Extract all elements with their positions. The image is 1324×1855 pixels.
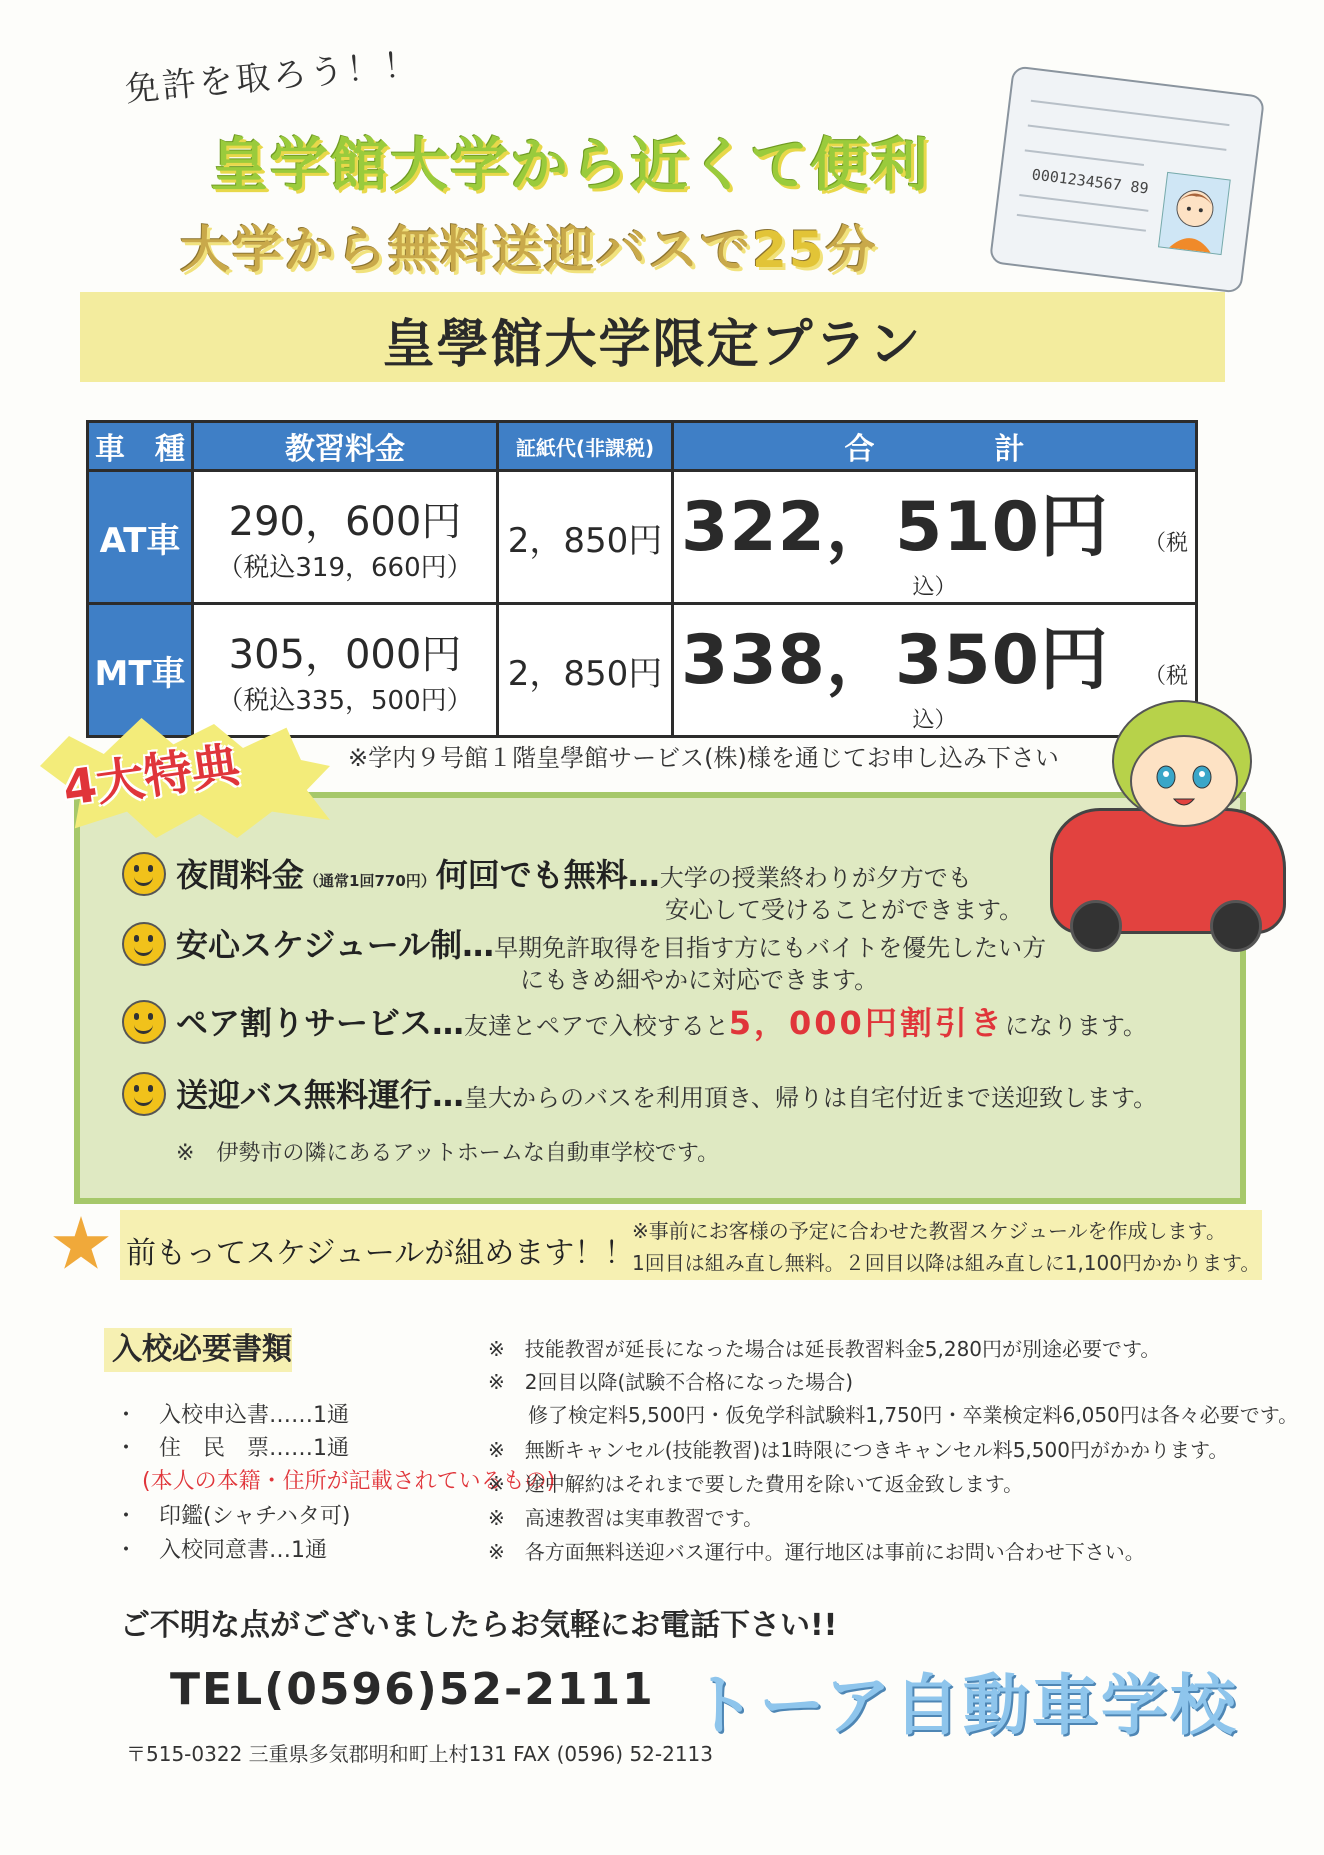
mascot-face: [1130, 735, 1238, 827]
benefit-desc: 友達とペアで入校すると: [464, 1012, 729, 1040]
four-benefits-badge: 4大特典: [59, 736, 244, 818]
stamp-fee: 2，850円: [498, 604, 673, 737]
address: 〒515-0322 三重県多気郡明和町上村131 FAX (0596) 52-2113: [126, 1742, 714, 1766]
smiley-icon: [122, 1000, 166, 1044]
header-total: 合 計: [673, 422, 1197, 471]
wheel-icon: [1210, 900, 1262, 952]
note-item: ※ 2回目以降(試験不合格になった場合): [488, 1370, 854, 1394]
note-item: ※ 技能教習が延長になった場合は延長教習料金5,280円が別途必要です。: [488, 1337, 1161, 1361]
wheel-icon: [1070, 900, 1122, 952]
tuition-fee: 305，000円: [228, 632, 462, 678]
headline2-prefix: 大学から無料送迎バスで: [180, 221, 752, 279]
smiley-icon: [122, 922, 166, 966]
total-cell: [673, 471, 1197, 604]
note-item: ※ 高速教習は実車教習です。: [488, 1506, 764, 1530]
note-item: 修了検定料5,500円・仮免学科試験料1,750円・卒業検定料6,050円は各々必要です。: [488, 1403, 1299, 1427]
discount-highlight: 5，000円割引き: [728, 1004, 1005, 1042]
schedule-note: ※事前にお客様の予定に合わせた教習スケジュールを作成します。: [632, 1219, 1226, 1243]
contact-question: ご不明な点がございましたらお気軽にお電話下さい!!: [120, 1608, 838, 1643]
benefit-paren: （通常1回770円）: [304, 872, 436, 890]
total-price: 322，510円: [681, 488, 1109, 567]
stamp-fee: 2，850円: [498, 471, 673, 604]
plan-title: 皇學館大学限定プラン: [382, 315, 923, 375]
benefit-title-2: 何回でも無料…: [435, 856, 660, 894]
apply-note: ※学内９号館１階皇學館サービス(株)様を通じてお申し込み下さい: [348, 744, 1059, 772]
document-item: ・ 印鑑(シャチハタ可): [115, 1504, 351, 1529]
tuition-fee: 290，600円: [228, 499, 462, 545]
license-card-number: 0001234567 89: [1030, 165, 1150, 198]
header-car-type: 車 種: [88, 422, 193, 471]
license-photo-icon: [1158, 172, 1231, 255]
benefit-title: ペア割りサービス…: [176, 1004, 465, 1042]
benefit-desc: 皇大からのバスを利用頂き、帰りは自宅付近まで送迎致します。: [464, 1084, 1158, 1112]
benefit-desc-after: になります。: [1004, 1012, 1147, 1040]
telephone: TEL(0596)52-2111: [170, 1664, 655, 1715]
header-stamp-fee: 証紙代(非課税): [498, 422, 673, 471]
headline2-minutes: 25: [752, 221, 826, 279]
total-cell: [673, 604, 1197, 737]
car-type-mt: MT車: [88, 604, 193, 737]
school-name: トーア自動車学校: [690, 1667, 1239, 1744]
document-item: ・ 入校同意書…1通: [115, 1538, 327, 1563]
header-tuition: 教習料金: [193, 422, 498, 471]
note-item: ※ 無断キャンセル(技能教習)は1時限につきキャンセル料5,500円がかかります。: [488, 1438, 1229, 1462]
note-item: ※ 途中解約はそれまで要した費用を除いて返金致します。: [488, 1472, 1024, 1496]
tuition-fee-tax: （税込335，500円）: [217, 686, 473, 716]
table-row: [88, 604, 1197, 737]
benefit-title: 送迎バス無料運行…: [176, 1076, 465, 1114]
benefit-desc: 大学の授業終わりが夕方でも: [659, 864, 972, 892]
tax-included-note: （税込）: [912, 664, 1188, 733]
tagline: 免許を取ろう！！: [123, 44, 422, 110]
headline-near-university: 皇学館大学から近くて便利: [210, 131, 931, 199]
benefit-title: 夜間料金: [176, 856, 305, 894]
smiley-icon: [122, 1072, 166, 1116]
tax-included-note: （税込）: [912, 531, 1188, 600]
benefit-desc-cont: 安心して受けることができます。: [665, 896, 1024, 924]
smiley-icon: [122, 852, 166, 896]
schedule-note: 1回目は組み直し無料。２回目以降は組み直しに1,100円かかります。: [632, 1251, 1261, 1275]
schedule-headline: 前もってスケジュールが組めます！！: [126, 1236, 635, 1271]
documents-title: 入校必要書類: [104, 1328, 292, 1372]
tuition-cell: [193, 604, 498, 737]
headline2-suffix: 分: [825, 221, 878, 279]
tuition-cell: [193, 471, 498, 604]
headline-free-bus: [180, 210, 878, 282]
benefit-title: 安心スケジュール制…: [176, 926, 495, 964]
document-item-note: (本人の本籍・住所が記載されているもの): [142, 1469, 556, 1494]
note-item: ※ 各方面無料送迎バス運行中。運行地区は事前にお問い合わせ下さい。: [488, 1540, 1145, 1564]
document-item: ・ 住 民 票……1通: [115, 1436, 349, 1461]
price-table: [86, 420, 1198, 738]
table-row: [88, 471, 1197, 604]
benefit-desc: 早期免許取得を目指す方にもバイトを優先したい方: [494, 934, 1047, 962]
license-card-illustration: [989, 65, 1265, 293]
benefits-footnote: ※ 伊勢市の隣にあるアットホームな自動車学校です。: [176, 1141, 720, 1166]
star-icon: [52, 1216, 110, 1274]
benefit-desc-cont: にもきめ細やかに対応できます。: [520, 966, 879, 994]
plan-banner: [80, 292, 1225, 382]
tuition-fee-tax: （税込319，660円）: [217, 553, 473, 583]
car-type-at: AT車: [88, 471, 193, 604]
document-item: ・ 入校申込書……1通: [115, 1403, 349, 1428]
total-price: 338，350円: [681, 621, 1109, 700]
